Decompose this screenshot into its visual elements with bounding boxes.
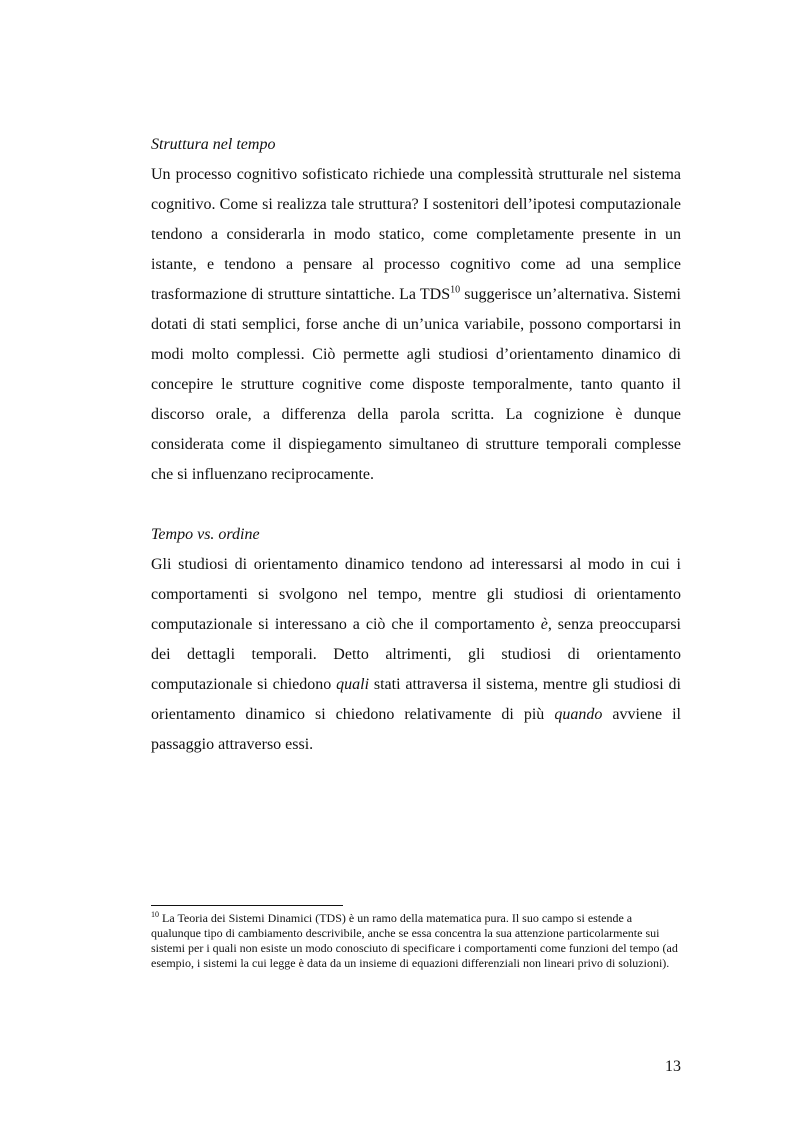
footnote-text: La Teoria dei Sistemi Dinamici (TDS) è un ramo della matematica pura. Il suo campo si estende a qualunque tipo di cambiamento descrivibile, anche se essa concentra la sua attenzione particolarmente sui sistemi per i quali non esiste un modo conosciuto di specificare i comportamenti come funzioni del tempo (ad esempio, i sistemi la cui legge è data da un insieme di equazioni differenziali non lineari privo di soluzioni).: [151, 911, 678, 970]
section-heading-tempo: Tempo vs. ordine: [151, 526, 260, 543]
section-heading-struttura: Struttura nel tempo: [151, 136, 276, 153]
paragraph-struttura-part-a: Un processo cognitivo sofisticato richiede una complessità strutturale nel sistema cognitivo. Come si realizza tale struttura? I sostenitori dell’ipotesi computazionale tendono a considerarla in modo statico, come completamente presente in un istante, e tendono a pensare al processo cognitivo come ad una semplice trasformazione di strutture sintattiche. La TDS: [151, 166, 681, 303]
paragraph-tempo-part-c: stati attraversa il sistema, mentre gli studiosi di orientamento dinamico si chiedono relativamente di più: [151, 676, 681, 723]
footnote-divider: [151, 905, 343, 906]
emphasis-e: è: [540, 616, 548, 633]
paragraph-struttura: [151, 160, 681, 490]
footnote-number: 10: [151, 910, 159, 919]
paragraph-tempo-part-a: Gli studiosi di orientamento dinamico tendono ad interessarsi al modo in cui i comportamenti si svolgono nel tempo, mentre gli studiosi di orientamento computazionale si interessano a ciò che il comportamento: [151, 556, 681, 633]
section-gap: [151, 490, 681, 520]
paragraph-tempo: [151, 550, 681, 760]
footnote-reference[interactable]: 10: [450, 284, 461, 296]
paragraph-tempo-part-d: avviene il passaggio attraverso essi.: [151, 706, 681, 753]
paragraph-struttura-part-b: suggerisce un’alternativa. Sistemi dotati di stati semplici, forse anche di un’unica variabile, possono comportarsi in modi molto complessi. Ciò permette agli studiosi d’orientamento dinamico di concepire le strutture cognitive come disposte temporalmente, tanto quanto il discorso orale, a differenza della parola scritta. La cognizione è dunque considerata come il dispiegamento simultaneo di strutture temporali complesse che si influenzano reciprocamente.: [151, 286, 681, 483]
footnote: [151, 911, 681, 971]
emphasis-quali: quali: [336, 676, 370, 693]
emphasis-quando: quando: [554, 706, 603, 723]
page-number: 13: [665, 1058, 681, 1075]
paragraph-tempo-part-b: , senza preoccuparsi dei dettagli temporali. Detto altrimenti, gli studiosi di orientamento computazionale si chiedono: [151, 616, 681, 693]
page-body: [151, 130, 681, 760]
